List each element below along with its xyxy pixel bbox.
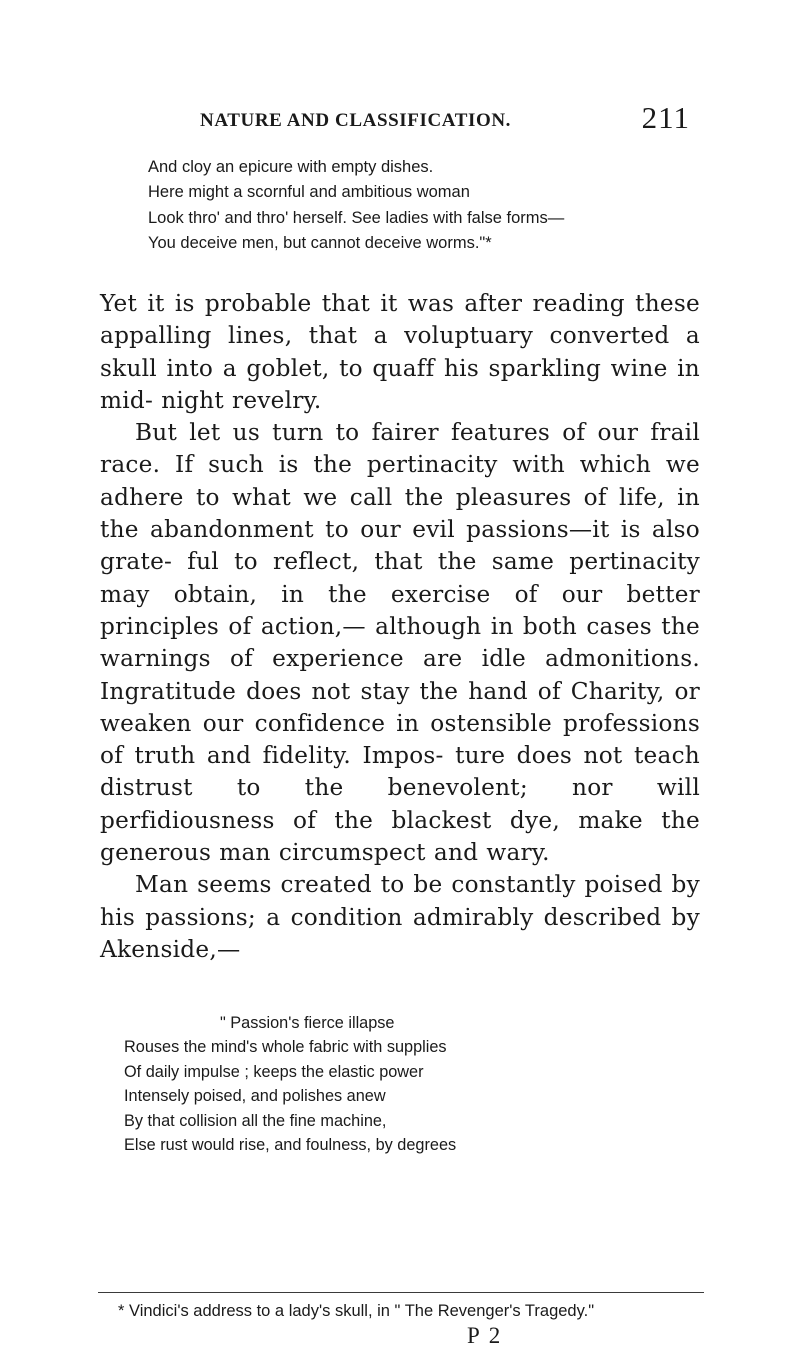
verse-line: Look thro' and thro' herself. See ladies with false forms— bbox=[148, 208, 565, 227]
quote-line: " Passion's fierce illapse bbox=[220, 1014, 395, 1032]
running-title: NATURE AND CLASSIFICATION. bbox=[200, 110, 512, 131]
quote-line: By that collision all the fine machine, bbox=[124, 1111, 387, 1130]
verse-line: Here might a scornful and ambitious woman bbox=[148, 183, 470, 202]
footnote-rule bbox=[98, 1292, 704, 1293]
quote-line: Of daily impulse ; keeps the elastic power bbox=[124, 1062, 424, 1081]
verse-line: You deceive men, but cannot deceive worms."* bbox=[148, 234, 492, 253]
paragraph: But let us turn to fairer features of our frail race. If such is the pertinacity with which we adhere to what we call the pleasures of life, in the abandonment to our evil passions—it is also grate- ful to reflect, that the same pertinacity may obtain, in the exercise of our better principles of action,— although in both cases the warnings of experience are idle admonitions. Ingratitude does not stay the hand of Charity, or weaken our confidence in ostensible professions of truth and fidelity. Impos- ture does not teach distrust to the benevolent; nor will perfidiousness of the blackest dye, make the generous man circumspect and wary. bbox=[100, 419, 700, 867]
signature-mark: P 2 bbox=[467, 1323, 503, 1348]
paragraph: Yet it is probable that it was after reading these appalling lines, that a voluptuary converted a skull into a goblet, to quaff his sparkling wine in mid- night revelry. bbox=[100, 290, 700, 414]
running-head bbox=[200, 100, 690, 136]
page-number: 211 bbox=[641, 100, 690, 135]
quote-line: Else rust would rise, and foulness, by degrees bbox=[124, 1136, 457, 1155]
footnote: * Vindici's address to a lady's skull, in " The Revenger's Tragedy." bbox=[118, 1302, 595, 1320]
quote-line: Intensely poised, and polishes anew bbox=[124, 1087, 386, 1106]
paragraph: Man seems created to be constantly poised by his passions; a condition admirably described by Akenside,— bbox=[100, 871, 700, 963]
akenside-quote bbox=[124, 1011, 456, 1157]
verse-excerpt bbox=[148, 155, 564, 257]
verse-line: And cloy an epicure with empty dishes. bbox=[148, 158, 434, 176]
quote-line: Rouses the mind's whole fabric with supplies bbox=[124, 1038, 447, 1057]
body-text bbox=[100, 288, 700, 966]
